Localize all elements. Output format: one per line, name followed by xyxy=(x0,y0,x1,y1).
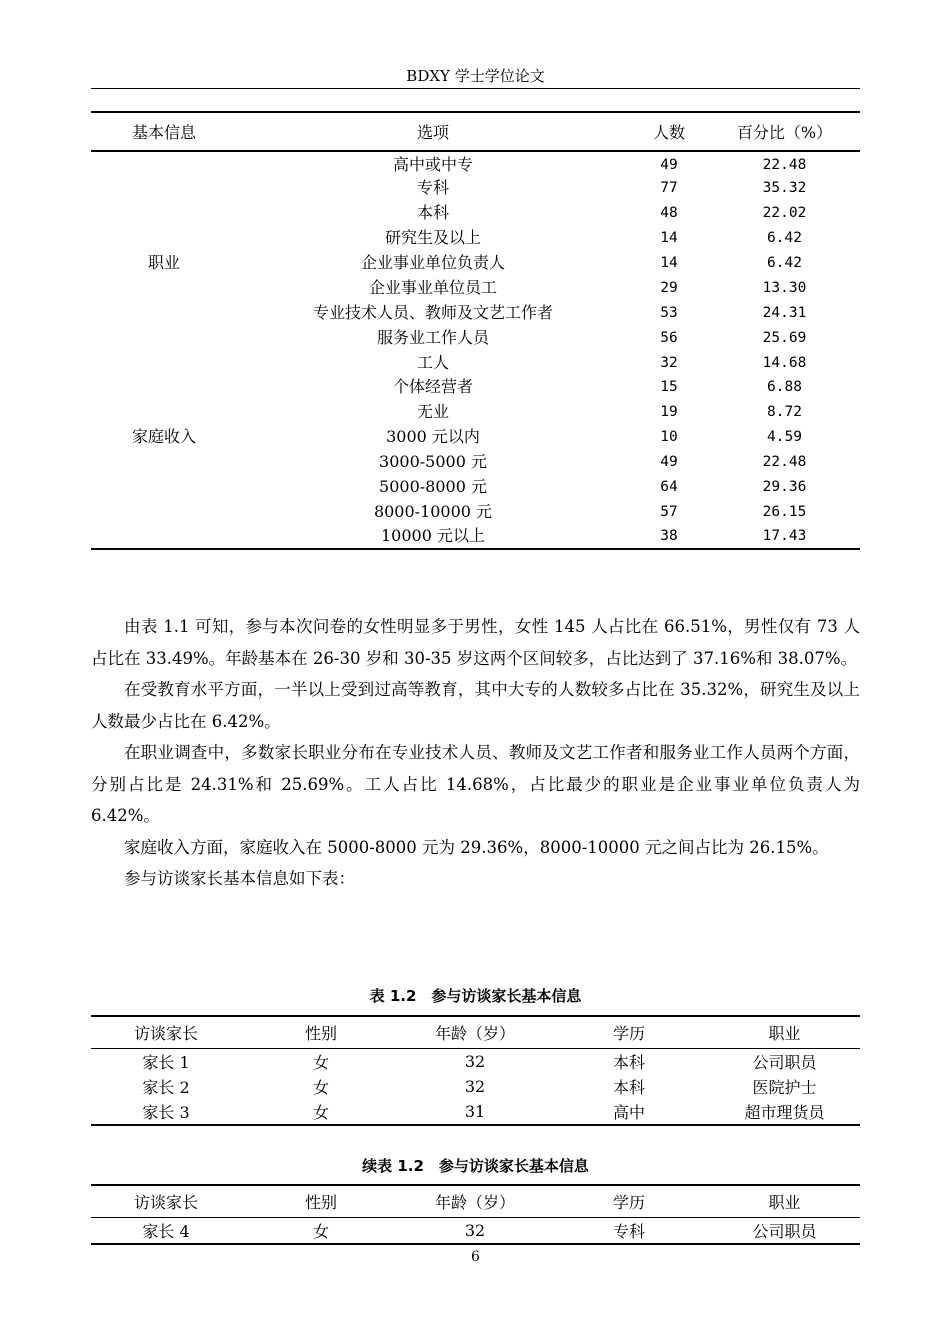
column-header: 职业 xyxy=(709,1185,860,1218)
option-cell: 高中或中专 xyxy=(392,155,473,175)
paragraph: 参与访谈家长基本信息如下表： xyxy=(124,869,355,888)
option-cell: 8000-10000 元 xyxy=(373,501,493,521)
option-cell: 企业事业单位负责人 xyxy=(360,253,505,272)
table-cell: 女 xyxy=(241,1218,401,1245)
percent-cell: 13.30 xyxy=(762,279,807,296)
option-cell: 10000 元以上 xyxy=(237,524,629,549)
group-label xyxy=(91,275,237,300)
percent-cell: 4.59 xyxy=(767,429,802,446)
table-row xyxy=(91,499,860,524)
group-label xyxy=(91,475,237,500)
count-cell: 49 xyxy=(660,157,678,174)
table-caption: 表 1.2 参与访谈家长基本信息 xyxy=(369,987,582,1005)
count-cell: 38 xyxy=(629,524,709,549)
count-cell: 14 xyxy=(660,230,678,247)
percent-cell: 26.15 xyxy=(762,503,807,520)
column-header: 职业 xyxy=(709,1016,860,1049)
column-header: 基本信息 xyxy=(91,112,237,151)
count-cell: 77 xyxy=(660,180,678,197)
option-cell: 工人 xyxy=(416,352,449,372)
table-row xyxy=(91,275,860,300)
option-cell: 专业技术人员、教师及文艺工作者 xyxy=(312,302,553,322)
table-row xyxy=(91,176,860,201)
table-cell: 家长 3 xyxy=(91,1099,241,1125)
group-label xyxy=(91,176,237,201)
paragraph: 在职业调查中，多数家长职业分布在专业技术人员、教师及文艺工作者和服务业工作人员两个方面，分别占比是 24.31%和 25.69%。工人占比 14.68%，占比最少的职业是企业事业单位负责人为 6.42%。 xyxy=(91,743,860,825)
paragraph: 由表 1.1 可知，参与本次问卷的女性明显多于男性，女性 145 人占比在 66.51%，男性仅有 73 人占比在 33.49%。年龄基本在 26-30 岁和 30-35 岁这两个区间较多，占比达到了 37.16%和 38.07%。 xyxy=(91,617,860,668)
percent-cell: 35.32 xyxy=(762,180,807,197)
group-label-income: 家庭收入 xyxy=(131,427,196,447)
column-header: 性别 xyxy=(241,1016,401,1049)
table-cell: 本科 xyxy=(612,1053,645,1072)
column-header: 百分比（%） xyxy=(709,112,860,151)
percent-cell: 17.43 xyxy=(709,524,860,549)
column-header: 访谈家长 xyxy=(91,1185,241,1218)
group-label xyxy=(91,350,237,375)
percent-cell: 22.48 xyxy=(762,157,807,174)
table-cell: 公司职员 xyxy=(752,1053,817,1072)
column-header: 年龄（岁） xyxy=(401,1016,549,1049)
count-cell: 29 xyxy=(660,279,678,296)
table-row xyxy=(91,350,860,375)
table-cell: 家长 1 xyxy=(142,1053,190,1072)
interviewee-table-continued xyxy=(91,1184,860,1245)
table-row xyxy=(91,300,860,325)
option-cell: 无业 xyxy=(416,402,449,422)
table-row xyxy=(91,450,860,475)
option-cell: 企业事业单位员工 xyxy=(368,277,497,297)
body-text xyxy=(91,611,860,895)
count-cell: 64 xyxy=(660,479,678,496)
column-header: 年龄（岁） xyxy=(401,1185,549,1218)
group-label xyxy=(91,300,237,325)
group-label xyxy=(91,201,237,226)
table-cell: 女 xyxy=(312,1053,329,1072)
table-caption-continued: 续表 1.2 参与访谈家长基本信息 xyxy=(362,1157,589,1175)
percent-cell: 24.31 xyxy=(762,304,807,321)
count-cell: 48 xyxy=(660,205,678,222)
column-header: 学历 xyxy=(549,1016,709,1049)
option-cell: 5000-8000 元 xyxy=(379,477,487,497)
option-cell: 个体经营者 xyxy=(392,377,473,397)
table-row xyxy=(91,1049,860,1075)
option-cell: 本科 xyxy=(416,203,449,223)
table-cell: 本科 xyxy=(612,1078,645,1097)
table-cell: 高中 xyxy=(549,1099,709,1125)
group-label xyxy=(91,325,237,350)
option-cell: 研究生及以上 xyxy=(384,228,481,248)
group-label xyxy=(91,450,237,475)
column-header: 选项 xyxy=(237,112,629,151)
table-cell: 家长 4 xyxy=(91,1218,241,1245)
table-row xyxy=(91,524,860,549)
table-row xyxy=(91,151,860,176)
group-label xyxy=(91,400,237,425)
table-row xyxy=(91,325,860,350)
table-row xyxy=(91,425,860,450)
count-cell: 53 xyxy=(660,304,678,321)
count-cell: 32 xyxy=(660,354,678,371)
group-label xyxy=(91,226,237,251)
count-cell: 56 xyxy=(660,329,678,346)
table-row xyxy=(91,1074,860,1099)
table-row xyxy=(91,400,860,425)
group-label-occupation: 职业 xyxy=(147,253,180,272)
table-header-row xyxy=(91,1016,860,1049)
demographics-table xyxy=(91,111,860,550)
table-row xyxy=(91,375,860,400)
percent-cell: 22.02 xyxy=(762,205,807,222)
percent-cell: 8.72 xyxy=(767,404,802,421)
paragraph: 在受教育水平方面，一半以上受到过高等教育，其中大专的人数较多占比在 35.32%，研究生及以上人数最少占比在 6.42%。 xyxy=(91,680,860,731)
table-cell: 32 xyxy=(401,1218,549,1245)
page-number: 6 xyxy=(471,1249,480,1265)
percent-cell: 6.88 xyxy=(767,379,802,396)
table-header-row xyxy=(91,1185,860,1218)
count-cell: 57 xyxy=(660,503,678,520)
table-row xyxy=(91,226,860,251)
table-cell: 女 xyxy=(241,1099,401,1125)
table-cell: 女 xyxy=(312,1078,329,1097)
interviewee-table xyxy=(91,1015,860,1126)
percent-cell: 29.36 xyxy=(762,479,807,496)
table-row xyxy=(91,1099,860,1125)
count-cell: 14 xyxy=(660,255,678,271)
group-label xyxy=(91,151,237,176)
table-cell: 专科 xyxy=(549,1218,709,1245)
option-cell: 服务业工作人员 xyxy=(376,327,489,347)
column-header: 人数 xyxy=(629,112,709,151)
percent-cell: 6.42 xyxy=(767,230,802,247)
table-row xyxy=(91,475,860,500)
group-label xyxy=(91,375,237,400)
percent-cell: 22.48 xyxy=(762,454,807,471)
group-label xyxy=(91,499,237,524)
paragraph: 家庭收入方面，家庭收入在 5000-8000 元为 29.36%，8000-10000 元之间占比为 26.15%。 xyxy=(124,837,829,857)
count-cell: 49 xyxy=(660,454,678,471)
table-row xyxy=(91,251,860,276)
table-cell: 家长 2 xyxy=(142,1078,190,1097)
table-row xyxy=(91,1218,860,1245)
percent-cell: 25.69 xyxy=(762,329,807,346)
running-title: BDXY 学士学位论文 xyxy=(406,67,545,85)
option-cell: 专科 xyxy=(416,178,449,198)
table-cell: 超市理货员 xyxy=(709,1099,860,1125)
table-cell: 32 xyxy=(464,1052,486,1071)
header-rule xyxy=(91,88,860,89)
group-label xyxy=(91,524,237,549)
percent-cell: 14.68 xyxy=(762,354,807,371)
table-cell: 32 xyxy=(464,1077,486,1096)
count-cell: 19 xyxy=(660,404,678,421)
column-header: 性别 xyxy=(241,1185,401,1218)
count-cell: 10 xyxy=(660,429,678,446)
table-cell: 公司职员 xyxy=(709,1218,860,1245)
table-header-row xyxy=(91,112,860,151)
column-header: 访谈家长 xyxy=(91,1016,241,1049)
percent-cell: 6.42 xyxy=(767,255,802,271)
table-cell: 31 xyxy=(401,1099,549,1125)
column-header: 学历 xyxy=(549,1185,709,1218)
table-row xyxy=(91,201,860,226)
option-cell: 3000-5000 元 xyxy=(379,452,487,472)
option-cell: 3000 元以内 xyxy=(386,427,480,447)
table-cell: 医院护士 xyxy=(752,1078,817,1097)
count-cell: 15 xyxy=(660,379,678,396)
